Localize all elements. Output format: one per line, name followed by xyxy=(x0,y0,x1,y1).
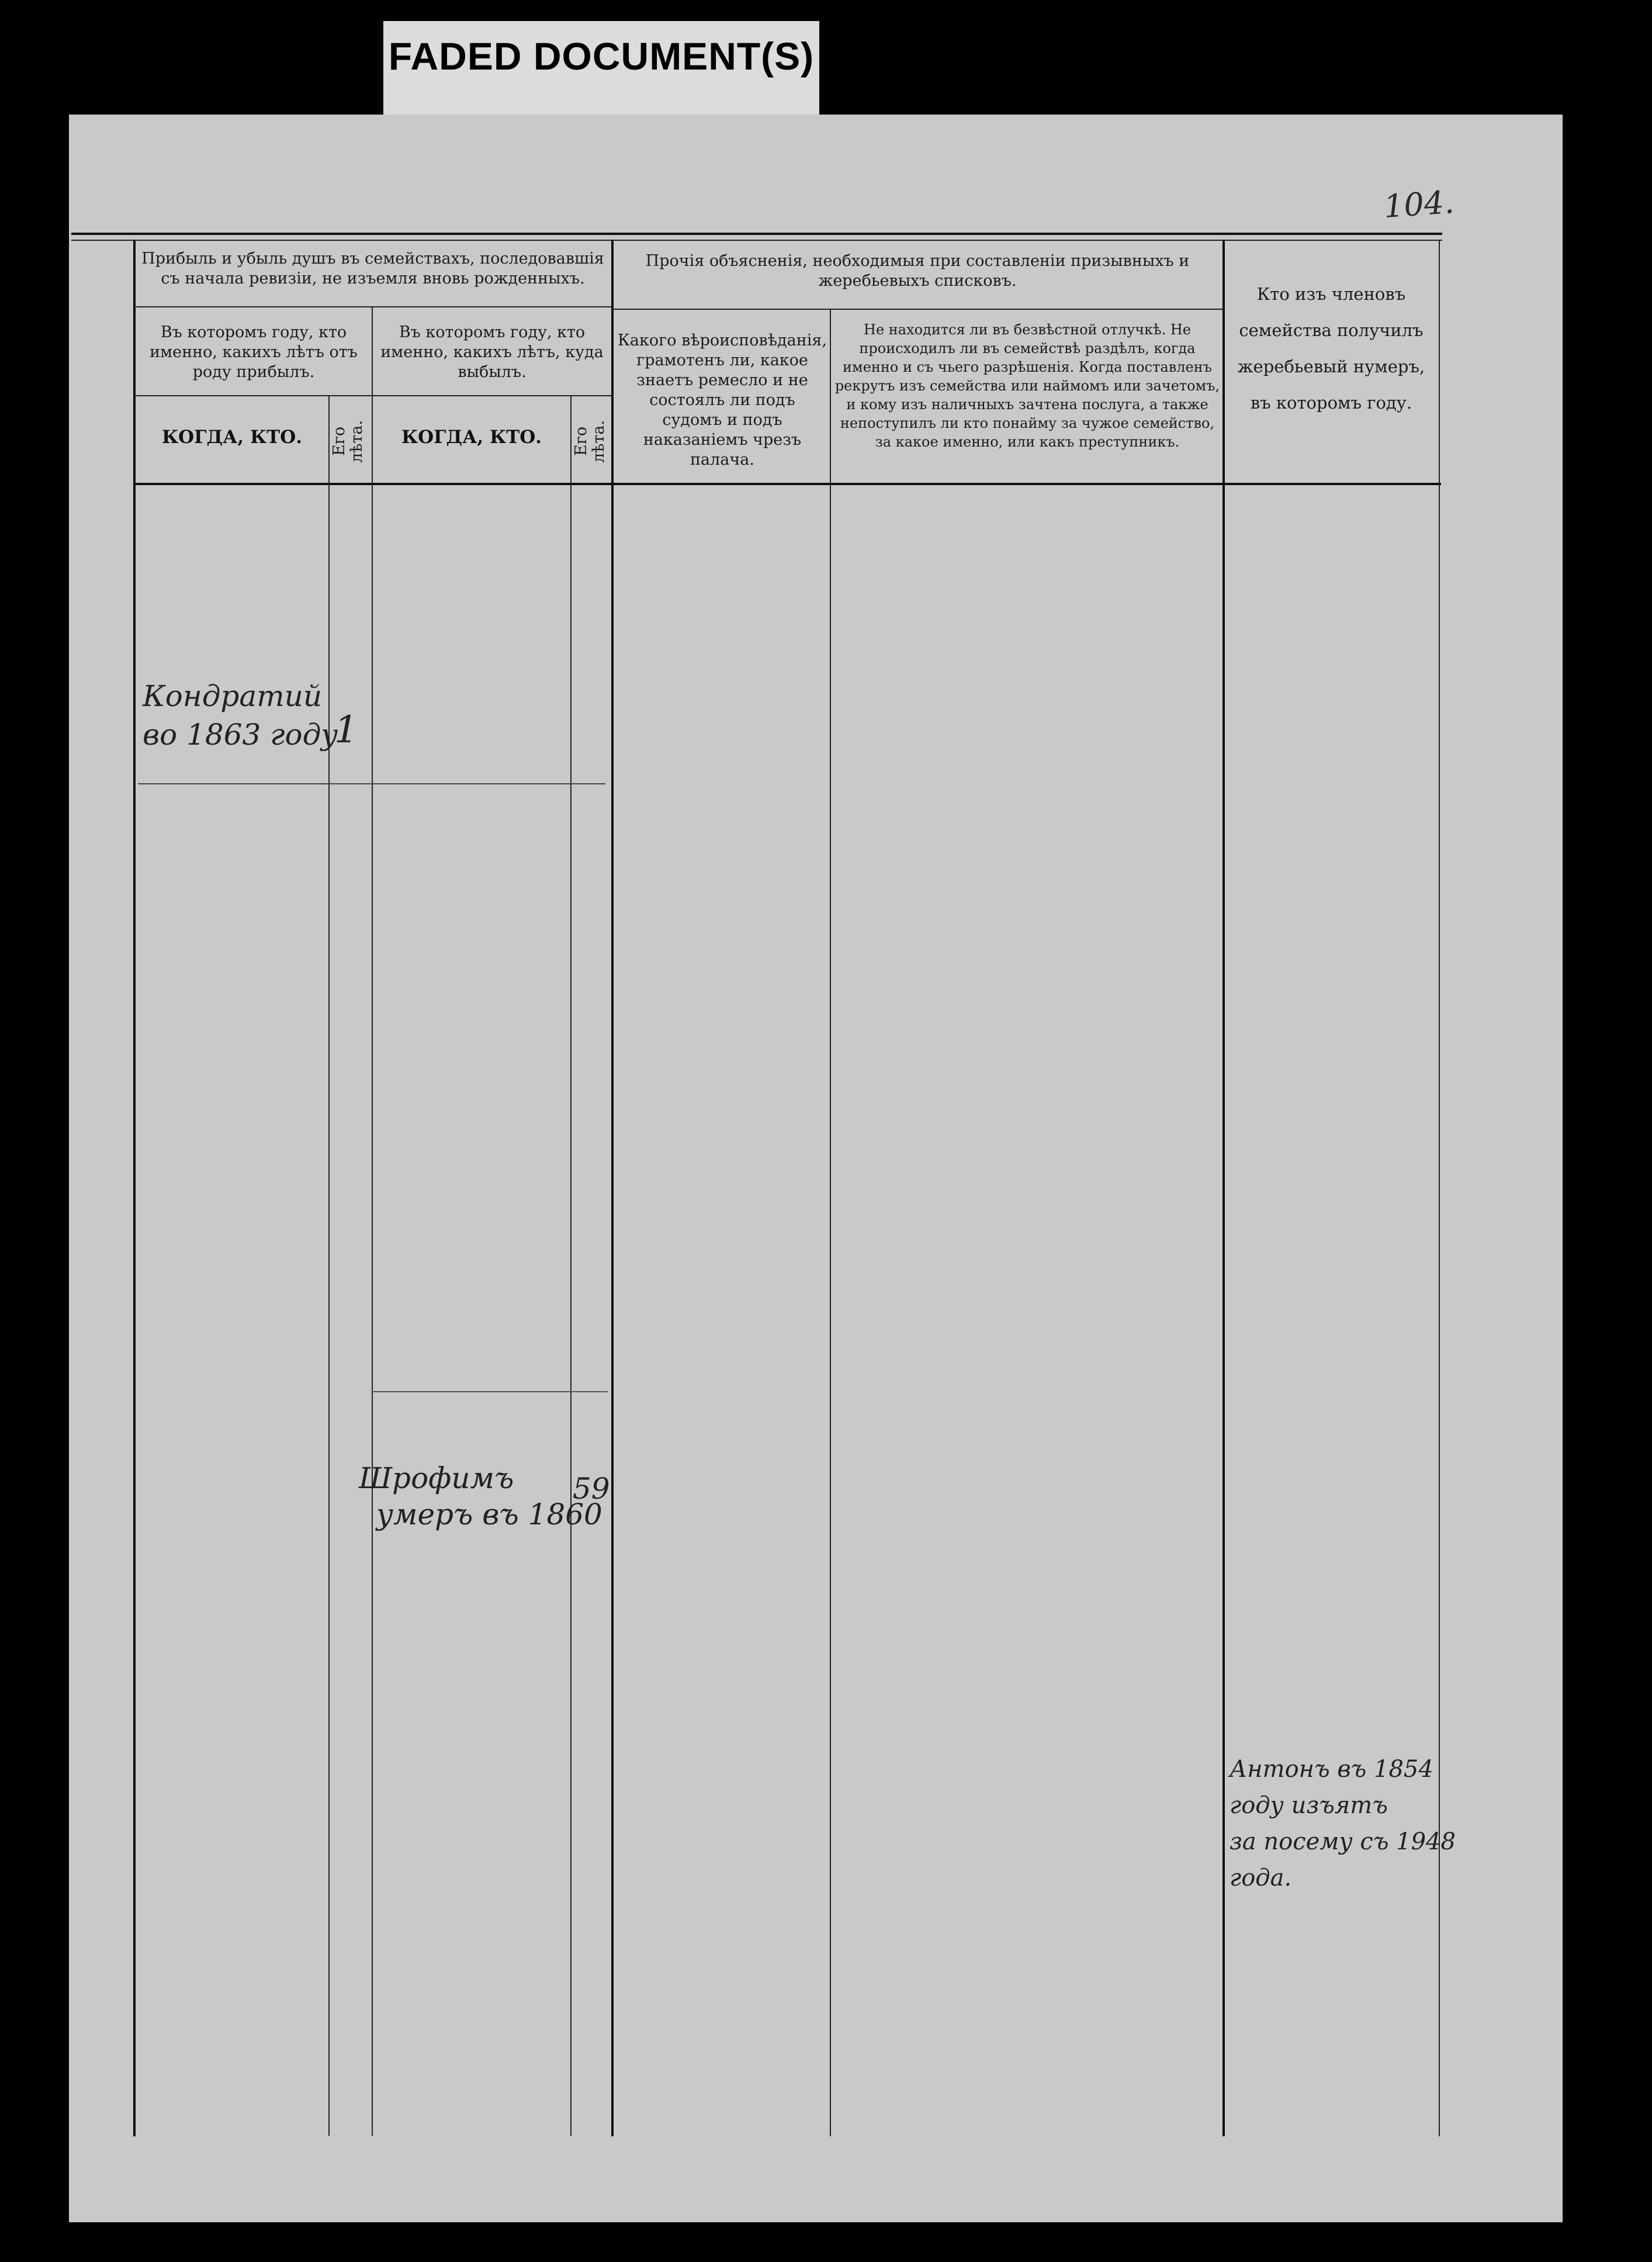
header-departed: Въ которомъ году, кто именно, какихъ лѣтъ, куда выбылъ. xyxy=(380,323,604,381)
header-religion: Какого вѣроисповѣданiя, грамотенъ ли, какое знаетъ ремесло и не состоялъ ли подъ судомъ и подъ наказанiемъ чрезъ палача. xyxy=(618,331,827,469)
header-movement: Прибыль и убыль душъ въ семействахъ, последовавшiя съ начала ревизiи, не изъемля вновь рожденныхъ. xyxy=(141,250,604,288)
col-divider-departed xyxy=(372,306,373,2136)
lot-note-line: Антонъ въ 1854 xyxy=(1230,1756,1433,1783)
lot-note-line: года. xyxy=(1230,1865,1292,1891)
movement-header-rule xyxy=(134,306,611,307)
handwritten-rule-1 xyxy=(138,783,605,784)
col-divider-age-1 xyxy=(328,395,330,2136)
col-divider-movement xyxy=(611,240,614,2136)
lot-note-line: за посему съ 1948 xyxy=(1230,1828,1456,1855)
table-top-rule-2 xyxy=(71,240,1442,241)
banner-text: FADED DOCUMENT(S) xyxy=(388,34,815,78)
header-when-who-2: КОГДА, КТО. xyxy=(401,427,542,448)
handwritten-departed-name: Шрофимъ xyxy=(359,1461,514,1495)
handwritten-lot-note xyxy=(1230,1751,1456,1896)
handwritten-arrived-name: Кондратий xyxy=(143,679,323,713)
header-lot: Кто изъ членовъ семейства получилъ жеребьевый нумеръ, въ которомъ году. xyxy=(1237,284,1425,413)
handwritten-rule-2 xyxy=(372,1391,608,1392)
col-divider-lot xyxy=(1222,240,1225,2136)
col-left-border xyxy=(133,240,136,2136)
lot-note-line: году изъятъ xyxy=(1230,1792,1388,1819)
page-number: 104. xyxy=(1382,183,1456,226)
arrived-subheader-rule xyxy=(134,395,611,396)
header-age-1: Его лѣта. xyxy=(330,420,366,463)
col-divider-religion xyxy=(830,310,831,2136)
handwritten-departed-age: 59 xyxy=(573,1472,610,1506)
header-bottom-rule xyxy=(134,483,1441,485)
table-top-rule xyxy=(71,233,1442,235)
header-arrived: Въ которомъ году, кто именно, какихъ лѣтъ отъ роду прибылъ. xyxy=(150,323,358,381)
handwritten-arrived-when: во 1863 году xyxy=(143,718,338,752)
header-when-who-1: КОГДА, КТО. xyxy=(161,427,303,448)
other-header-rule xyxy=(612,309,1222,310)
col-divider-age-2 xyxy=(570,395,572,2136)
handwritten-arrived-age: 1 xyxy=(334,708,358,752)
handwritten-departed-when: умеръ въ 1860 xyxy=(376,1497,602,1531)
header-absence: Не находится ли въ безвѣстной отлучкѣ. Не происходилъ ли въ семействѣ раздѣлъ, когда именно и съ чьего разрѣшенiя. Когда поставленъ рекрутъ изъ семейства или наймомъ или зачетомъ, и кому изъ наличныхъ зачтена послуга, а также непоступилъ ли кто понайму за чужое семейство, за какое именно, или какъ преступникъ. xyxy=(834,321,1220,450)
faded-document-banner xyxy=(383,21,819,115)
header-age-2: Его лѣта. xyxy=(572,420,608,463)
header-other: Прочiя объясненiя, необходимыя при составленiи призывныхъ и жеребьевыхъ списковъ. xyxy=(645,252,1190,290)
